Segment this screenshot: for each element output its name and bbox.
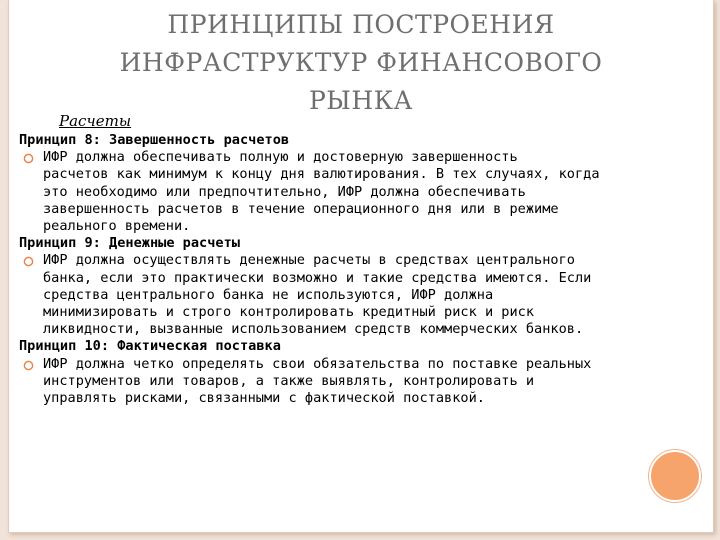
bullet-line: ИФР должна осуществлять денежные расчеты в средствах центрального [43, 252, 575, 269]
title-line-1: ПРИНЦИПЫ ПОСТРОЕНИЯ [167, 10, 555, 39]
slide [8, 0, 714, 533]
bullet-line: банка, если это практически возможно и такие средства имеются. Если [43, 269, 592, 286]
bullet-line: реального времени. [43, 218, 191, 235]
bullet-line: это необходимо или предпочтительно, ИФР должна обеспечивать [43, 183, 526, 200]
decorative-circle-icon [649, 450, 701, 502]
principle-bullet [19, 252, 709, 338]
principle-heading: Принцип 8: Завершенность расчетов [19, 132, 290, 148]
bullet-line: ИФР должна обеспечивать полную и достоверную завершенность [43, 149, 518, 166]
slide-title [29, 6, 693, 120]
bullet-line: ИФР должна четко определять свои обязательства по поставке реальных [43, 355, 592, 372]
principles-list [19, 132, 709, 407]
bullet-circle-icon [23, 360, 34, 371]
bullet-line: расчетов как минимум к концу дня валютирования. В тех случаях, когда [43, 166, 600, 183]
principle-heading: Принцип 9: Денежные расчеты [19, 235, 240, 252]
principle-bullet [19, 356, 709, 408]
principle-bullet [19, 149, 709, 235]
title-line-3: РЫНКА [308, 86, 413, 115]
bullet-circle-icon [23, 256, 34, 267]
principle-heading: Принцип 10: Фактическая поставка [19, 338, 281, 355]
bullet-line: завершенность расчетов в течение операционного дня или в режиме [43, 200, 559, 217]
bullet-line: инструментов или товаров, а также выявлять, контролировать и [43, 372, 535, 389]
bullet-circle-icon [23, 153, 34, 164]
bullet-line: минимизировать и строго контролировать кредитный риск и риск [43, 304, 535, 321]
bullet-line: управлять рисками, связанными с фактической поставкой. [43, 390, 485, 407]
title-line-2: ИНФРАСТРУКТУР ФИНАНСОВОГО [119, 48, 603, 77]
bullet-line: ликвидности, вызванные использованием средств коммерческих банков. [43, 321, 584, 338]
section-label: Расчеты [59, 112, 132, 130]
bullet-line: средства центрального банка не используются, ИФР должна [43, 286, 494, 303]
